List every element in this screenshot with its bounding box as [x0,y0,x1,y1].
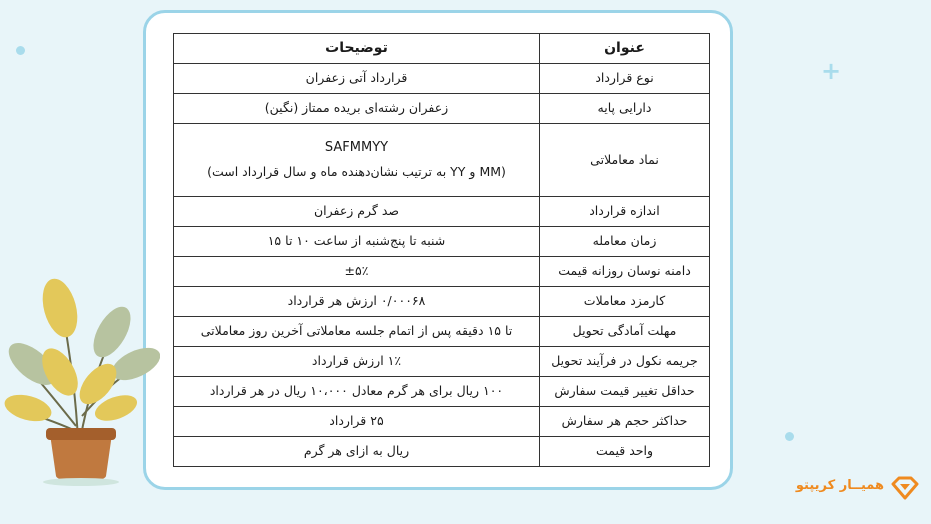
table-row [174,377,710,407]
brand-logo[interactable] [796,474,924,502]
table-row [174,347,710,377]
table-row [174,257,710,287]
plus-icon: + [821,57,842,85]
row-desc: ۰/۰۰۰۶۸ ارزش هر قرارداد [174,287,540,317]
row-desc: ۱۰۰ ریال برای هر گرم معادل ۱۰،۰۰۰ ریال در هر قرارداد [174,377,540,407]
table-header-row [174,34,710,64]
diamond-logo-icon [890,475,920,501]
table-row [174,227,710,257]
row-desc-multiline [174,124,540,197]
row-title: مهلت آمادگی تحویل [540,317,710,347]
row-desc: تا ۱۵ دقیقه پس از اتمام جلسه معاملاتی آخرین روز معاملاتی [174,317,540,347]
logo-text: همیــار کریپتو [795,478,884,493]
row-desc: ۲۵ قرارداد [174,407,540,437]
row-title: حداقل تغییر قیمت سفارش [540,377,710,407]
row-title: واحد قیمت [540,437,710,467]
row-title: کارمزد معاملات [540,287,710,317]
table-row [174,437,710,467]
row-title: زمان معامله [540,227,710,257]
row-title: حداکثر حجم هر سفارش [540,407,710,437]
decor-dot-left [16,46,25,55]
decor-dot-right [785,432,794,441]
symbol-note: (MM و YY به ترتیب نشان‌دهنده ماه و سال قرارداد است) [207,164,506,180]
row-desc: زعفران رشته‌ای بریده ممتاز (نگین) [174,94,540,124]
row-title: نماد معاملاتی [540,124,710,197]
row-title: جریمه نکول در فرآیند تحویل [540,347,710,377]
header-title: عنوان [540,34,710,64]
table-row [174,407,710,437]
table-row [174,197,710,227]
table-row [174,317,710,347]
table-row [174,124,710,197]
table-row [174,64,710,94]
plant-pot-icon [0,276,160,491]
row-title: اندازه قرارداد [540,197,710,227]
table-row [174,287,710,317]
row-desc: ۱٪ ارزش قرارداد [174,347,540,377]
row-desc: قرارداد آتی زعفران [174,64,540,94]
symbol-code: SAFMMYY [324,139,389,155]
row-title: نوع قرارداد [540,64,710,94]
row-desc: صد گرم زعفران [174,197,540,227]
row-desc: شنبه تا پنج‌شنبه از ساعت ۱۰ تا ۱۵ [174,227,540,257]
row-title: دامنه نوسان روزانه قیمت [540,257,710,287]
row-title: دارایی پایه [540,94,710,124]
row-desc: ±۵٪ [174,257,540,287]
table-row [174,94,710,124]
contract-specs-table [173,33,710,467]
header-desc: توضیحات [174,34,540,64]
row-desc: ریال به ازای هر گرم [174,437,540,467]
